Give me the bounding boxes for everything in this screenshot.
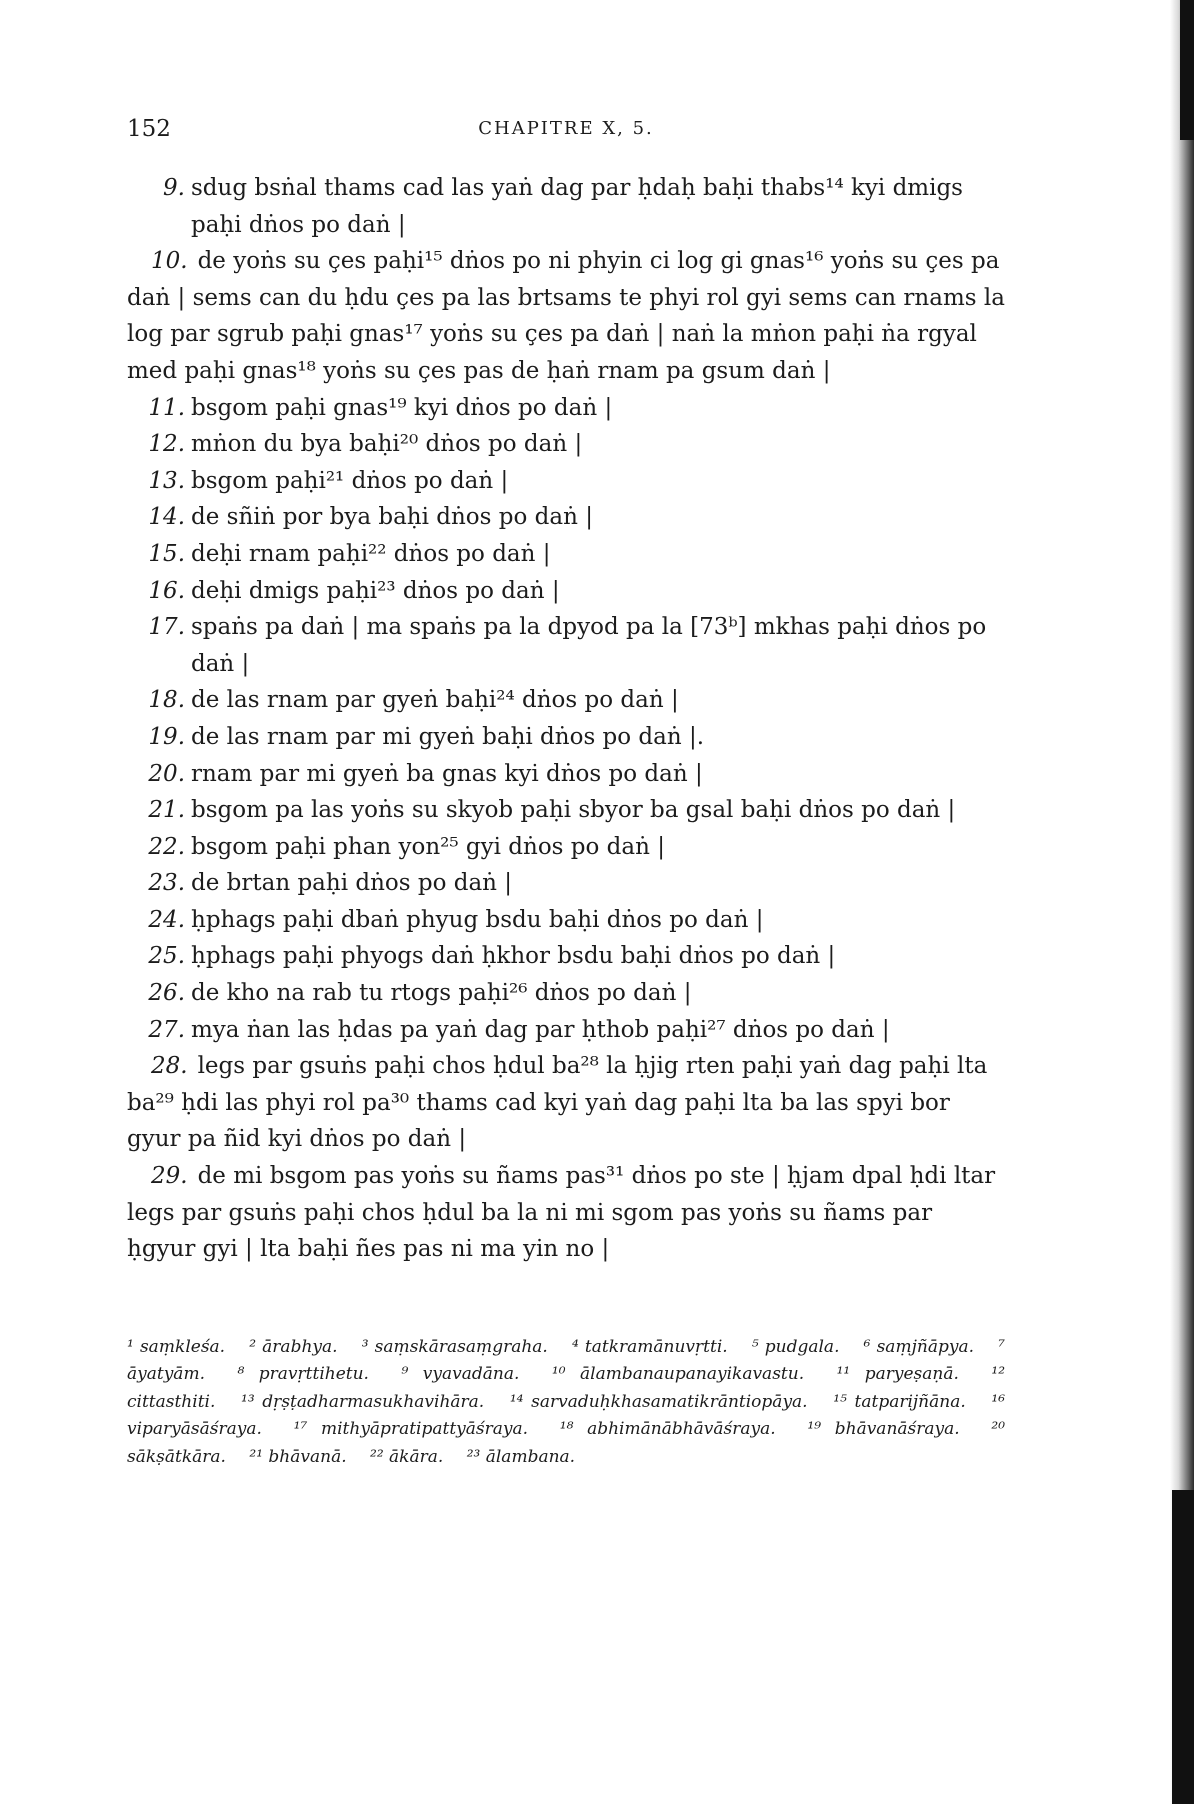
- footnote: ¹⁸ abhimānābhāvāśraya.: [559, 1419, 776, 1440]
- running-head: CHAPITRE X, 5.: [478, 118, 654, 139]
- paragraph-number: 21.: [148, 797, 185, 824]
- paragraph-number: 17.: [148, 614, 185, 641]
- paragraph: [127, 170, 1005, 243]
- paragraph: [127, 243, 1005, 389]
- paragraph-text: de sñiṅ por bya baḥi dṅos po daṅ |: [191, 504, 593, 531]
- footnote: ²⁰ sākṣātkāra.: [127, 1419, 1006, 1467]
- paragraph: [127, 719, 1005, 756]
- paragraph-text: bsgom paḥi gnas¹⁹ kyi dṅos po daṅ |: [191, 394, 613, 421]
- paragraph-number: 19.: [148, 723, 185, 750]
- paragraph-text: deḥi rnam paḥi²² dṅos po daṅ |: [191, 540, 551, 567]
- footnote: ⁸ pravṛttihetu.: [237, 1364, 369, 1385]
- paragraph: [127, 426, 1005, 463]
- footnote: ²¹ bhāvanā.: [249, 1446, 347, 1467]
- paragraph-number: 29.: [151, 1163, 188, 1190]
- paragraph-text: de yoṅs su çes paḥi¹⁵ dṅos po ni phyin ci log gi gnas¹⁶ yoṅs su çes pa daṅ | sems can du ḥdu çes pa las brtsams te phyi rol gyi sems can rnams la log par sgrub paḥi gnas¹⁷ yoṅs su çes pa daṅ | naṅ la mṅon paḥi ṅa rgyal med paḥi gnas¹⁸ yoṅs su çes pas de ḥaṅ rnam pa gsum daṅ |: [127, 248, 1005, 384]
- paragraph-number: 22.: [148, 833, 185, 860]
- footnote: ⁷ āyatyām.: [127, 1337, 1005, 1385]
- paragraph-number: 14.: [148, 504, 185, 531]
- paragraph-text: de brtan paḥi dṅos po daṅ |: [191, 870, 513, 897]
- paragraph: [127, 792, 1005, 829]
- footnote: ¹² cittasthiti.: [127, 1364, 1006, 1412]
- paragraph: [127, 829, 1005, 866]
- footnote: ³ saṃskārasaṃgraha.: [361, 1337, 548, 1357]
- paragraph-text: bsgom pa las yoṅs su skyob paḥi sbyor ba gsal baḥi dṅos po daṅ |: [191, 797, 956, 824]
- footnote: ¹⁷ mithyāpratipattyāśraya.: [293, 1419, 529, 1440]
- footnote: ⁴ tatkramānuvṛtti.: [571, 1337, 728, 1357]
- paragraph-number: 12.: [148, 431, 185, 458]
- paragraph-number: 16.: [148, 577, 185, 604]
- footnote: ²³ ālambana.: [466, 1446, 576, 1467]
- footnote: ¹³ dṛṣṭadharmasukhavihāra.: [241, 1391, 485, 1412]
- footnote: ¹⁹ bhāvanāśraya.: [807, 1419, 960, 1440]
- footnote: ¹⁴ sarvaduḥkhasamatikrāntiopāya.: [509, 1391, 808, 1412]
- paragraph-number: 28.: [151, 1053, 188, 1080]
- paragraph: [127, 390, 1005, 427]
- paragraph-text: ḥphags paḥi phyogs daṅ ḥkhor bsdu baḥi dṅos po daṅ |: [191, 943, 836, 970]
- paragraph: [127, 975, 1005, 1012]
- paragraph-number: 9.: [163, 175, 185, 201]
- paragraph-text: spaṅs pa daṅ | ma spaṅs pa la dpyod pa la [73ᵇ] mkhas paḥi dṅos po daṅ |: [191, 614, 987, 677]
- page-number: 152: [127, 116, 171, 142]
- footnote: ¹⁰ ālambanaupanayikavastu.: [551, 1364, 805, 1385]
- paragraph: [127, 573, 1005, 610]
- paragraph-number: 10.: [151, 248, 188, 275]
- paragraph-text: legs par gsuṅs paḥi chos ḥdul ba²⁸ la ḥjig rten paḥi yaṅ dag paḥi lta ba²⁹ ḥdi las phyi rol pa³⁰ thams cad kyi yaṅ dag paḥi lta ba las spyi bor gyur pa ñid kyi dṅos po daṅ |: [127, 1053, 988, 1153]
- paragraph-number: 11.: [148, 394, 185, 421]
- footnote: ²² ākāra.: [370, 1446, 444, 1467]
- footnote: ⁹ vyavadāna.: [401, 1364, 520, 1385]
- paragraph-text: de kho na rab tu rtogs paḥi²⁶ dṅos po daṅ |: [191, 980, 692, 1007]
- paragraph-text: de mi bsgom pas yoṅs su ñams pas³¹ dṅos po ste | ḥjam dpal ḥdi ltar legs par gsuṅs paḥi chos ḥdul ba la ni mi sgom pas yoṅs su ñams par ḥgyur gyi | lta baḥi ñes pas ni ma yin no |: [127, 1163, 996, 1263]
- paragraph-text: de las rnam par gyeṅ baḥi²⁴ dṅos po daṅ |: [191, 687, 679, 714]
- footnote: ⁵ pudgala.: [751, 1337, 840, 1357]
- paragraph: [127, 682, 1005, 719]
- paragraph-number: 13.: [148, 467, 185, 494]
- page-edge-bottom-shadow: [1172, 1490, 1194, 1804]
- paragraph-number: 27.: [148, 1016, 185, 1043]
- page-edge-top-shadow: [1180, 0, 1194, 140]
- paragraph: [127, 756, 1005, 793]
- paragraph-text: mṅon du bya baḥi²⁰ dṅos po daṅ |: [191, 431, 583, 458]
- paragraph: [127, 1012, 1005, 1049]
- paragraph: [127, 609, 1005, 682]
- paragraph-text: bsgom paḥi phan yon²⁵ gyi dṅos po daṅ |: [191, 833, 665, 860]
- footnote: ¹ saṃkleśa.: [127, 1337, 226, 1357]
- paragraph-text: bsgom paḥi²¹ dṅos po daṅ |: [191, 467, 509, 494]
- paragraph-text: rnam par mi gyeṅ ba gnas kyi dṅos po daṅ |: [191, 760, 703, 787]
- paragraph-text: deḥi dmigs paḥi²³ dṅos po daṅ |: [191, 577, 560, 604]
- footnote: ² ārabhya.: [249, 1337, 338, 1357]
- page-header: [127, 116, 1005, 152]
- paragraph: [127, 938, 1005, 975]
- footnote: ⁶ saṃjñāpya.: [863, 1337, 975, 1357]
- paragraph-text: mya ṅan las ḥdas pa yaṅ dag par ḥthob paḥi²⁷ dṅos po daṅ |: [191, 1016, 890, 1043]
- paragraph: [127, 1158, 1005, 1268]
- paragraph-text: ḥphags paḥi dbaṅ phyug bsdu baḥi dṅos po daṅ |: [191, 906, 764, 933]
- paragraph-number: 23.: [148, 870, 185, 897]
- paragraph-number: 26.: [148, 980, 185, 1007]
- paragraph-number: 25.: [148, 943, 185, 970]
- main-text: [127, 170, 1005, 1268]
- paragraph: [127, 536, 1005, 573]
- paragraph-number: 15.: [148, 540, 185, 567]
- paragraph-text: de las rnam par mi gyeṅ baḥi dṅos po daṅ |.: [191, 723, 705, 750]
- footnote: ¹⁵ tatparijñāna.: [833, 1391, 966, 1412]
- paragraph: [127, 902, 1005, 939]
- paragraph: [127, 499, 1005, 536]
- paragraph: [127, 463, 1005, 500]
- paragraph: [127, 1048, 1005, 1158]
- paragraph-text: sdug bsṅal thams cad las yaṅ dag par ḥdaḥ baḥi thabs¹⁴ kyi dmigs paḥi dṅos po daṅ |: [191, 175, 963, 238]
- paragraph: [127, 865, 1005, 902]
- footnote: ¹⁶ viparyāsāśraya.: [127, 1391, 1006, 1440]
- footnote: ¹¹ paryeṣaṇā.: [836, 1364, 959, 1385]
- footnotes: [127, 1334, 1005, 1471]
- paragraph-number: 20.: [148, 760, 185, 787]
- paragraph-number: 24.: [148, 906, 185, 933]
- paragraph-number: 18.: [148, 687, 185, 714]
